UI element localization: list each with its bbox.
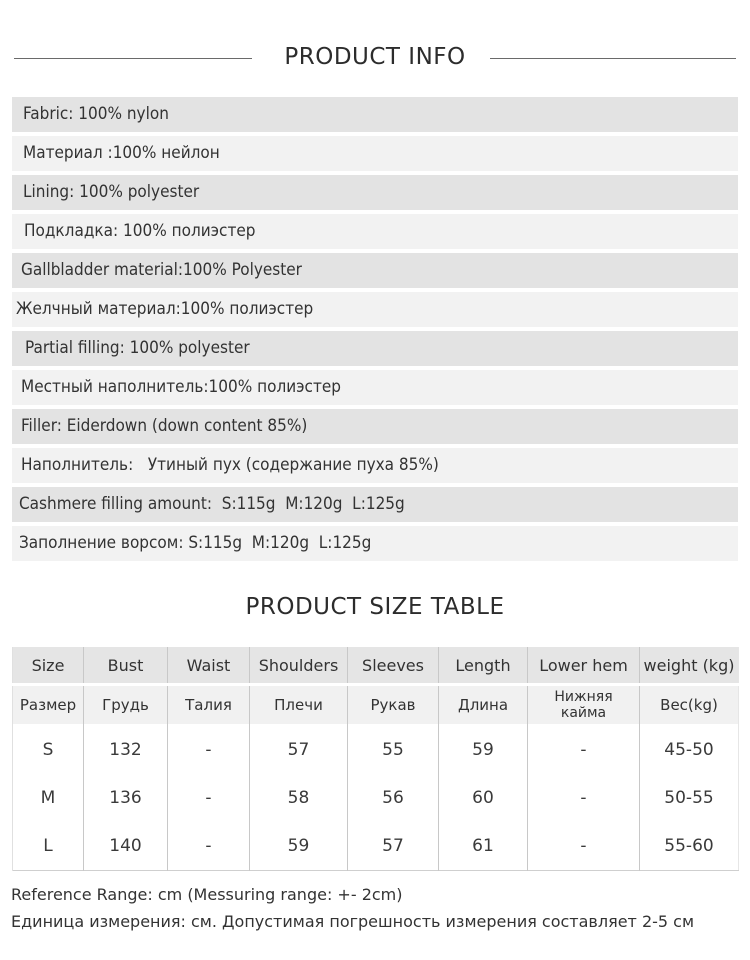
header-row-en <box>13 647 739 685</box>
cell-lower-hem: - <box>528 822 640 871</box>
info-row-text: Наполнитель: Утиный пух (содержание пуха 85%) <box>21 455 439 475</box>
col-header-lower-hem-ru <box>528 685 640 725</box>
cell-weight: 55-60 <box>640 822 739 871</box>
info-row-text: Lining: 100% polyester <box>23 182 200 202</box>
col-header-length: Length <box>439 647 528 685</box>
title-divider-right <box>490 58 736 59</box>
info-row-filling-amount <box>12 487 738 522</box>
info-row-text: Filler: Eiderdown (down content 85%) <box>21 416 308 436</box>
lower-hem-ru-label <box>554 689 612 721</box>
info-row-material-ru <box>12 136 738 171</box>
cell-shoulders: 59 <box>250 822 348 871</box>
cell-waist: - <box>168 774 250 822</box>
product-info-title: PRODUCT INFO <box>284 44 466 70</box>
cell-weight: 45-50 <box>640 724 739 774</box>
cell-shoulders: 58 <box>250 774 348 822</box>
info-row-lining-ru <box>12 214 738 249</box>
col-header-shoulders-ru: Плечи <box>250 685 348 725</box>
cell-weight: 50-55 <box>640 774 739 822</box>
col-header-weight: weight (kg) <box>640 647 739 685</box>
info-row-text: Cashmere filling amount: S:115g M:120g L:125g <box>19 494 405 514</box>
col-header-shoulders: Shoulders <box>250 647 348 685</box>
cell-waist: - <box>168 822 250 871</box>
table-row-s <box>13 724 739 774</box>
info-row-filler <box>12 409 738 444</box>
col-header-waist: Waist <box>168 647 250 685</box>
cell-size: S <box>13 724 84 774</box>
info-row-text: Fabric: 100% nylon <box>23 104 169 124</box>
info-row-text: Gallbladder material:100% Polyester <box>21 260 302 280</box>
col-header-lower-hem: Lower hem <box>528 647 640 685</box>
col-header-size: Size <box>13 647 84 685</box>
col-header-waist-ru: Талия <box>168 685 250 725</box>
cell-sleeves: 57 <box>348 822 439 871</box>
lower-hem-ru-line2: кайма <box>560 705 607 721</box>
info-row-fabric <box>12 97 738 132</box>
info-row-partial-filling-ru <box>12 370 738 405</box>
header-row-ru <box>13 685 739 725</box>
info-row-text: Partial filling: 100% polyester <box>25 338 250 358</box>
info-row-filling-amount-ru <box>12 526 738 561</box>
col-header-length-ru: Длина <box>439 685 528 725</box>
info-row-text: Желчный материал:100% полиэстер <box>16 299 314 319</box>
size-table-title: PRODUCT SIZE TABLE <box>245 594 505 620</box>
cell-bust: 132 <box>84 724 168 774</box>
info-row-gallbladder-ru <box>12 292 738 327</box>
reference-range-note-en: Reference Range: cm (Messuring range: +- 2cm) <box>11 885 403 904</box>
info-row-text: Заполнение ворсом: S:115g M:120g L:125g <box>19 533 372 553</box>
cell-sleeves: 56 <box>348 774 439 822</box>
cell-bust: 140 <box>84 822 168 871</box>
info-row-lining <box>12 175 738 210</box>
cell-length: 60 <box>439 774 528 822</box>
cell-length: 61 <box>439 822 528 871</box>
table-row-l <box>13 822 739 871</box>
cell-size: M <box>13 774 84 822</box>
info-row-gallbladder <box>12 253 738 288</box>
info-row-text: Подкладка: 100% полиэстер <box>24 221 256 241</box>
info-row-text: Местный наполнитель:100% полиэстер <box>21 377 341 397</box>
col-header-size-ru: Размер <box>13 685 84 725</box>
cell-length: 59 <box>439 724 528 774</box>
cell-waist: - <box>168 724 250 774</box>
cell-sleeves: 55 <box>348 724 439 774</box>
col-header-bust-ru: Грудь <box>84 685 168 725</box>
reference-range-note-ru: Единица измерения: см. Допустимая погрешность измерения составляет 2-5 см <box>11 912 695 931</box>
cell-size: L <box>13 822 84 871</box>
table-row-m <box>13 774 739 822</box>
info-row-text: Материал :100% нейлон <box>23 143 220 163</box>
size-table <box>12 647 739 871</box>
col-header-bust: Bust <box>84 647 168 685</box>
cell-lower-hem: - <box>528 774 640 822</box>
cell-bust: 136 <box>84 774 168 822</box>
cell-shoulders: 57 <box>250 724 348 774</box>
col-header-weight-ru: Вес(kg) <box>640 685 739 725</box>
product-info-list <box>12 97 738 565</box>
col-header-sleeves-ru: Рукав <box>348 685 439 725</box>
cell-lower-hem: - <box>528 724 640 774</box>
lower-hem-ru-line1: Нижняя <box>554 689 613 705</box>
col-header-sleeves: Sleeves <box>348 647 439 685</box>
info-row-filler-ru <box>12 448 738 483</box>
info-row-partial-filling <box>12 331 738 366</box>
